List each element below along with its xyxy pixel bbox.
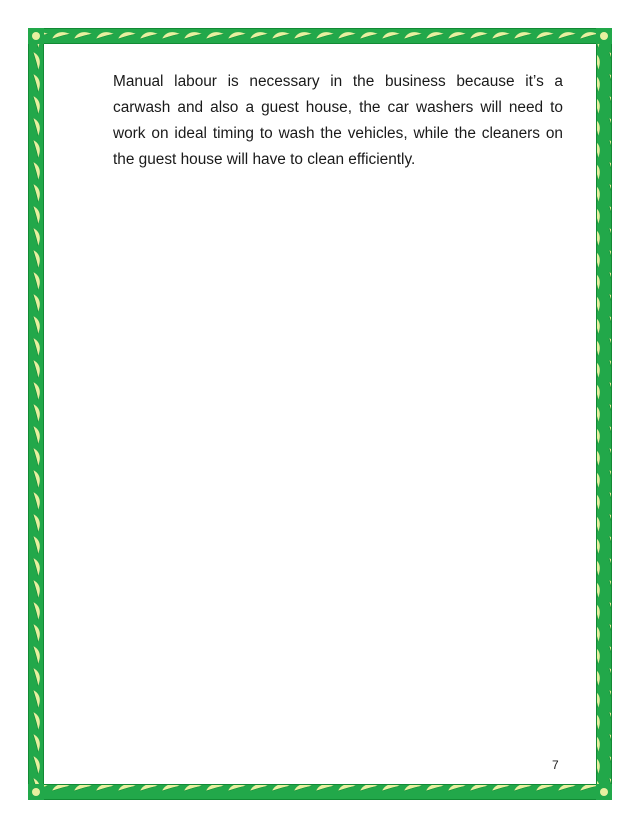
body-paragraph: Manual labour is necessary in the business because it’s a carwash and also a guest house, the car washers will need to work on ideal timing to wash the vehicles, while the cleaners on the guest house will have to clean efficiently.	[113, 73, 563, 168]
border-right	[596, 28, 612, 800]
border-top	[28, 28, 612, 44]
border-left	[28, 28, 44, 800]
border-bottom	[28, 784, 612, 800]
page-number: 7	[552, 758, 559, 772]
